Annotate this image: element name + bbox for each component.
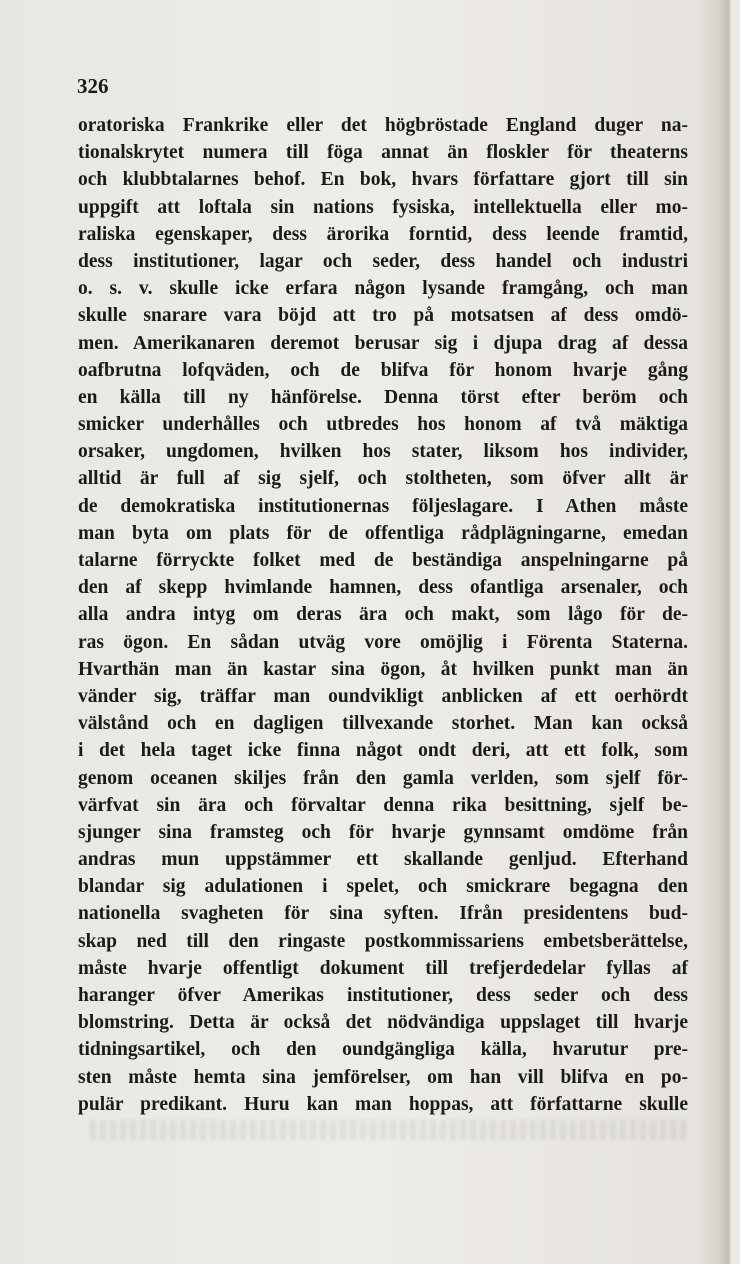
text-line: den af skepp hvimlande hamnen, dess ofantliga arsenaler, och [78, 577, 688, 599]
text-line: orsaker, ungdomen, hvilken hos stater, liksom hos individer, [78, 441, 688, 463]
text-line: i det hela taget icke finna något ondt deri, att ett folk, som [78, 740, 688, 762]
text-line: haranger öfver Amerikas institutioner, dess seder och dess [78, 985, 688, 1006]
text-line: sten måste hemta sina jemförelser, om han vill blifva en po- [78, 1066, 688, 1088]
text-line: och klubbtalarnes behof. En bok, hvars författare gjort till sin [78, 169, 688, 191]
text-line: dess institutioner, lagar och seder, dess handel och industri [78, 250, 688, 272]
text-line: tidningsartikel, och den oundgängliga källa, hvarutur pre- [78, 1039, 688, 1061]
text-line: skap ned till den ringaste postkommissariens embetsberättelse, [78, 930, 688, 952]
text-line: man byta om plats för de offentliga rådplägningarne, emedan [78, 522, 688, 544]
page-edge [726, 0, 730, 1264]
text-line: alla andra intyg om deras ära och makt, som lågo för de- [78, 604, 688, 626]
text-line: alltid är full af sig sjelf, och stoltheten, som öfver allt är [78, 468, 688, 490]
text-line: o. s. v. skulle icke erfara någon lysande framgång, och man [78, 278, 688, 300]
text-line: sjunger sina framsteg och för hvarje gynnsamt omdöme från [78, 821, 688, 843]
text-line: smicker underhålles och utbredes hos honom af två mäktiga [78, 414, 688, 436]
text-line: men. Amerikanaren deremot berusar sig i djupa drag af dessa [78, 332, 688, 354]
text-line: blandar sig adulationen i spelet, och smickrare begagna den [78, 876, 688, 898]
text-line: de demokratiska institutionernas följeslagare. I Athen måste [78, 495, 688, 517]
text-line: oafbrutna lofqväden, och de blifva för honom hvarje gång [78, 359, 688, 381]
text-line: nationella svagheten för sina syften. Ifrån presidentens bud- [78, 903, 688, 925]
text-line: blomstring. Detta är också det nödvändiga uppslaget till hvarje [78, 1012, 688, 1034]
text-line: skulle snarare vara böjd att tro på motsatsen af dess omdö- [78, 305, 688, 327]
text-line: tionalskrytet numera till föga annat än floskler för theaterns [78, 142, 688, 164]
text-line: en källa till ny hänförelse. Denna törst efter beröm och [78, 386, 688, 408]
body-text [78, 112, 688, 1118]
page-number: 326 [77, 74, 109, 98]
text-line: måste hvarje offentligt dokument till trefjerdedelar fyllas af [78, 957, 688, 979]
text-line: talarne förryckte folket med de beständiga anspelningarne på [78, 550, 688, 571]
text-line: ras ögon. En sådan utväg vore omöjlig i Förenta Staterna. [78, 631, 688, 653]
text-line: värfvat sin ära och förvaltar denna rika besittning, sjelf be- [78, 794, 688, 816]
text-line: Hvarthän man än kastar sina ögon, åt hvilken punkt man än [78, 658, 688, 680]
text-line: raliska egenskaper, dess ärorika forntid, dess leende framtid, [78, 223, 688, 245]
text-line: genom oceanen skiljes från den gamla verlden, som sjelf för- [78, 767, 688, 789]
bleed-through-text [90, 1120, 690, 1140]
text-line: uppgift att loftala sin nations fysiska, intellektuella eller mo- [78, 196, 688, 218]
text-line: andras mun uppstämmer ett skallande genljud. Efterhand [78, 849, 688, 871]
text-line: oratoriska Frankrike eller det högbröstade England duger na- [78, 115, 688, 136]
text-line: pulär predikant. Huru kan man hoppas, att författarne skulle [78, 1093, 688, 1115]
text-line: välstånd och en dagligen tillvexande storhet. Man kan också [78, 713, 688, 735]
text-line: vänder sig, träffar man oundvikligt anblicken af ett oerhördt [78, 685, 688, 707]
